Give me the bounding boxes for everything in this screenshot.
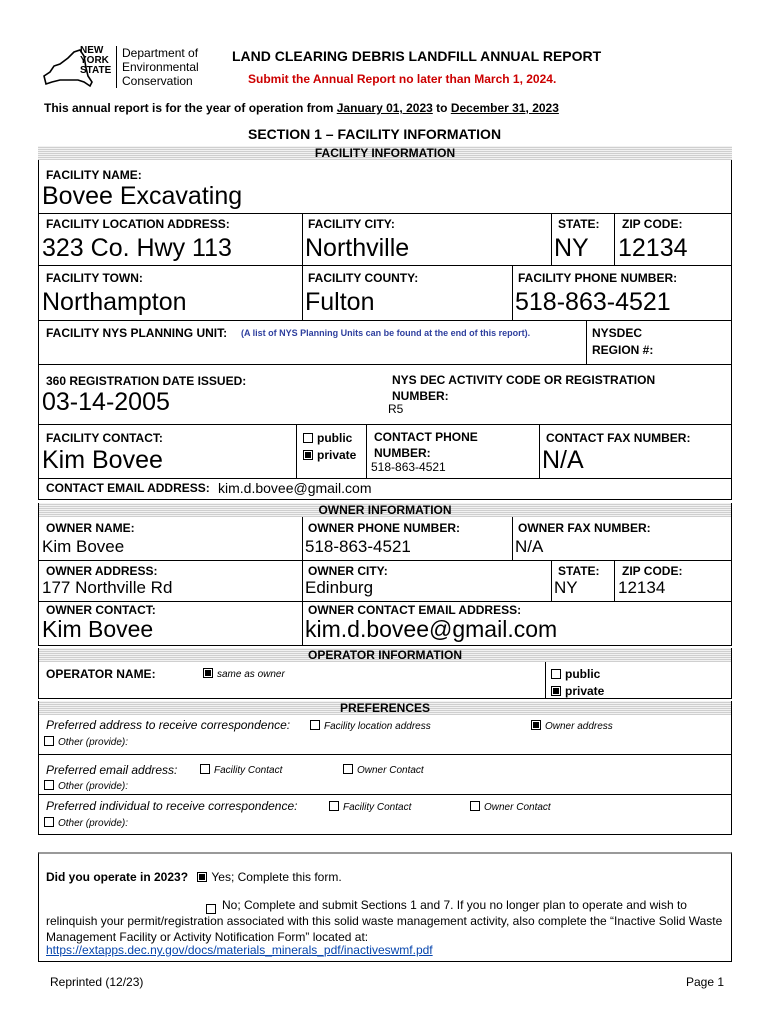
facility-town-label: FACILITY TOWN: xyxy=(46,271,143,285)
owner-city-label: OWNER CITY: xyxy=(308,564,388,578)
report-title: LAND CLEARING DEBRIS LANDFILL ANNUAL REPORT xyxy=(232,48,602,64)
facility-town-value[interactable]: Northampton xyxy=(42,288,187,316)
pref-individual-facility-option[interactable]: Facility Contact xyxy=(329,801,411,813)
report-year-line: This annual report is for the year of operation from January 01, 2023 to December 31, 2023 xyxy=(44,101,559,115)
pref-email-owner-checkbox[interactable] xyxy=(343,764,353,774)
pref-email-facility-option[interactable]: Facility Contact xyxy=(200,764,282,776)
preferred-email-question: Preferred email address: xyxy=(46,763,178,777)
facility-state-label: STATE: xyxy=(558,217,600,231)
facility-county-label: FACILITY COUNTY: xyxy=(308,271,419,285)
planning-unit-note: (A list of NYS Planning Units can be found at the end of this report). xyxy=(241,328,531,338)
facility-contact-label: FACILITY CONTACT: xyxy=(46,431,163,445)
owner-city-value[interactable]: Edinburg xyxy=(305,578,374,597)
contact-phone-value[interactable]: 518-863-4521 xyxy=(371,460,446,474)
owner-state-label: STATE: xyxy=(558,564,600,578)
owner-address-value[interactable]: 177 Northville Rd xyxy=(42,578,173,597)
public-checkbox[interactable] xyxy=(303,433,313,443)
contact-fax-label: CONTACT FAX NUMBER: xyxy=(546,431,691,445)
same-as-owner-checkbox[interactable] xyxy=(203,668,213,678)
facility-city-value[interactable]: Northville xyxy=(305,234,410,262)
owner-name-label: OWNER NAME: xyxy=(46,521,135,535)
inactive-form-link[interactable]: https://extapps.dec.ny.gov/docs/materials_minerals_pdf/inactiveswmf.pdf xyxy=(46,943,433,957)
facility-zip-value[interactable]: 12134 xyxy=(618,234,688,262)
pref-email-facility-checkbox[interactable] xyxy=(200,764,210,774)
preferences-band: PREFERENCES xyxy=(38,701,732,715)
owner-email-label: OWNER CONTACT EMAIL ADDRESS: xyxy=(308,603,522,617)
pref-address-facility-option[interactable]: Facility location address xyxy=(310,720,431,732)
facility-phone-value[interactable]: 518-863-4521 xyxy=(515,288,671,316)
pref-email-other-checkbox[interactable] xyxy=(44,780,54,790)
contact-fax-value[interactable]: N/A xyxy=(542,446,584,474)
logo-dept-name: Department of Environmental Conservation xyxy=(122,46,199,88)
pref-address-owner-checkbox[interactable] xyxy=(531,720,541,730)
facility-phone-label: FACILITY PHONE NUMBER: xyxy=(518,271,678,285)
operate-question: Did you operate in 2023? Yes; Complete this form. xyxy=(46,870,342,884)
owner-contact-label: OWNER CONTACT: xyxy=(46,603,156,617)
owner-zip-value[interactable]: 12134 xyxy=(618,578,666,597)
pref-email-other-option[interactable]: Other (provide): xyxy=(44,780,128,792)
operate-no-text: No; Complete and submit Sections 1 and 7. If you no longer plan to operate and wish to relinquish your permit/registration associated with this solid waste management activity, also complete the “Inactive Solid Waste Management Facility or Activity Notification Form” located at: xyxy=(46,898,723,944)
pref-individual-other-checkbox[interactable] xyxy=(44,817,54,827)
contact-email-value[interactable]: kim.d.bovee@gmail.com xyxy=(218,480,372,496)
logo-wordmark: NEW YORK STATE xyxy=(80,45,112,76)
section-1-title: SECTION 1 – FACILITY INFORMATION xyxy=(248,126,502,142)
nys-dec-logo xyxy=(40,44,210,94)
region-label-1: NYSDEC xyxy=(592,326,643,340)
contact-email-label: CONTACT EMAIL ADDRESS: xyxy=(46,481,210,495)
planning-unit-label: FACILITY NYS PLANNING UNIT: xyxy=(46,326,228,340)
owner-contact-value[interactable]: Kim Bovee xyxy=(42,616,154,642)
deadline-notice: Submit the Annual Report no later than March 1, 2024. xyxy=(248,72,557,86)
same-as-owner-option[interactable]: same as owner xyxy=(203,668,285,680)
facility-zip-label: ZIP CODE: xyxy=(622,217,683,231)
page-number: Page 1 xyxy=(686,975,725,989)
operate-yes-checkbox[interactable] xyxy=(197,872,207,882)
region-label-2: REGION #: xyxy=(592,343,654,357)
facility-location-value[interactable]: 323 Co. Hwy 113 xyxy=(42,234,232,262)
activity-code-value[interactable]: R5 xyxy=(388,402,404,416)
owner-fax-label: OWNER FAX NUMBER: xyxy=(518,521,651,535)
preferred-individual-question: Preferred individual to receive correspondence: xyxy=(46,799,298,813)
owner-information-band: OWNER INFORMATION xyxy=(38,503,732,517)
owner-name-value[interactable]: Kim Bovee xyxy=(42,537,125,556)
owner-address-label: OWNER ADDRESS: xyxy=(46,564,158,578)
pref-address-other-option[interactable]: Other (provide): xyxy=(44,736,128,748)
operator-name-label: OPERATOR NAME: xyxy=(46,667,156,681)
pref-email-owner-option[interactable]: Owner Contact xyxy=(343,764,424,776)
facility-location-label: FACILITY LOCATION ADDRESS: xyxy=(46,217,230,231)
owner-zip-label: ZIP CODE: xyxy=(622,564,683,578)
facility-contact-value[interactable]: Kim Bovee xyxy=(42,446,163,474)
facility-city-label: FACILITY CITY: xyxy=(308,217,395,231)
pref-individual-facility-checkbox[interactable] xyxy=(329,801,339,811)
pref-address-other-checkbox[interactable] xyxy=(44,736,54,746)
facility-name-label: FACILITY NAME: xyxy=(46,168,142,182)
owner-state-value[interactable]: NY xyxy=(554,578,578,597)
facility-information-band: FACILITY INFORMATION xyxy=(38,146,732,160)
contact-public-option[interactable]: public xyxy=(303,431,352,445)
operator-private-checkbox[interactable] xyxy=(551,686,561,696)
operator-public-checkbox[interactable] xyxy=(551,669,561,679)
reprint-date: Reprinted (12/23) xyxy=(50,975,144,989)
operator-information-band: OPERATOR INFORMATION xyxy=(38,648,732,662)
preferred-address-question: Preferred address to receive correspondence: xyxy=(46,718,291,732)
owner-fax-value[interactable]: N/A xyxy=(515,537,544,556)
facility-state-value[interactable]: NY xyxy=(554,234,589,262)
registration-date-value[interactable]: 03-14-2005 xyxy=(42,388,170,416)
pref-individual-owner-option[interactable]: Owner Contact xyxy=(470,801,551,813)
operator-public-option[interactable]: public xyxy=(551,667,600,681)
pref-address-owner-option[interactable]: Owner address xyxy=(531,720,613,732)
registration-date-label: 360 REGISTRATION DATE ISSUED: xyxy=(46,374,247,388)
owner-phone-label: OWNER PHONE NUMBER: xyxy=(308,521,460,535)
owner-email-value[interactable]: kim.d.bovee@gmail.com xyxy=(305,616,558,642)
contact-private-option[interactable]: private xyxy=(303,448,356,462)
operator-private-option[interactable]: private xyxy=(551,684,604,698)
pref-address-facility-checkbox[interactable] xyxy=(310,720,320,730)
private-checkbox[interactable] xyxy=(303,450,313,460)
operate-yes-label: Yes; Complete this form. xyxy=(211,870,342,884)
contact-phone-label: CONTACT PHONE NUMBER: xyxy=(374,430,478,460)
owner-phone-value[interactable]: 518-863-4521 xyxy=(305,537,411,556)
facility-county-value[interactable]: Fulton xyxy=(305,288,375,316)
activity-code-label: NYS DEC ACTIVITY CODE OR REGISTRATION NUMBER: xyxy=(392,373,656,403)
facility-name-value[interactable]: Bovee Excavating xyxy=(42,182,243,210)
pref-individual-owner-checkbox[interactable] xyxy=(470,801,480,811)
pref-individual-other-option[interactable]: Other (provide): xyxy=(44,817,128,829)
